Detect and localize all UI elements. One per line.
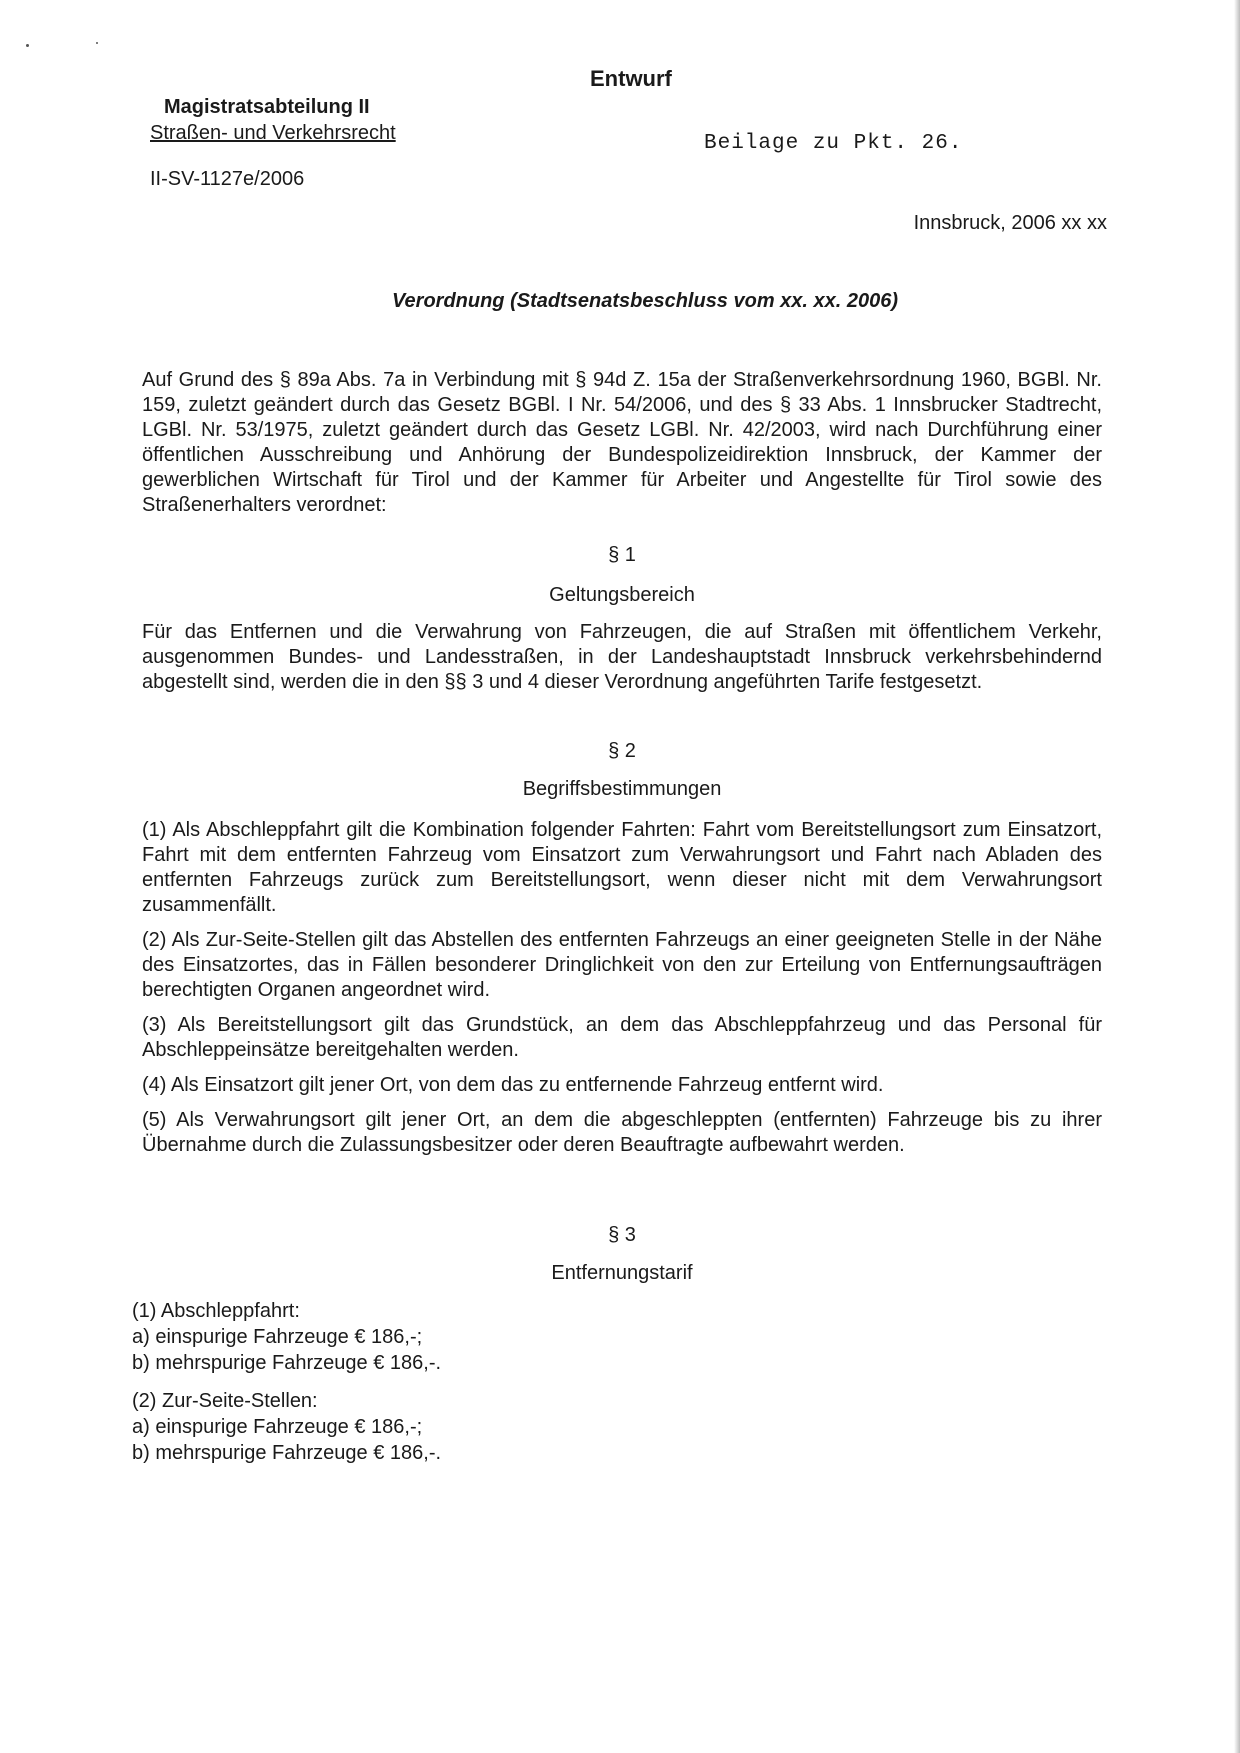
tariff-label: (1) Abschleppfahrt: xyxy=(132,1300,300,1322)
tariff-line: b) mehrspurige Fahrzeuge € 186,-. xyxy=(132,1352,442,1374)
section-number: § 3 xyxy=(608,1224,636,1246)
tariff-line: b) mehrspurige Fahrzeuge € 186,-. xyxy=(132,1442,442,1464)
tariff-line: a) einspurige Fahrzeuge € 186,-; xyxy=(132,1326,423,1348)
preamble: Auf Grund des § 89a Abs. 7a in Verbindung mit § 94d Z. 15a der Straßenverkehrsordnung 1960, BGBl. Nr. 159, zuletzt geändert durch das Gesetz BGBl. I Nr. 54/2006, und des § 33 Abs. 1 Innsbrucker Stadtrecht, LGBl. Nr. 53/1975, zuletzt geändert durch das Gesetz LGBl. Nr. 42/2003, wird nach Durchführung einer öffentlichen Ausschreibung und Anhörung der Bundespolizeidirektion Innsbruck, der Kammer der gewerblichen Wirtschaft für Tirol und der Kammer für Arbeiter und Angestellte für Tirol sowie des Straßenerhalters verordnet: xyxy=(142,369,1102,516)
section-paragraph: Für das Entfernen und die Verwahrung von Fahrzeugen, die auf Straßen mit öffentlichem Verkehr, ausgenommen Bundes- und Landesstraßen, in der Landeshauptstadt Innsbruck verkehrsbehindernd abgestellt sind, werden die in den §§ 3 und 4 dieser Verordnung angeführten Tarife festgesetzt. xyxy=(142,621,1102,693)
section-heading: Geltungsbereich xyxy=(549,584,695,606)
tariff-label: (2) Zur-Seite-Stellen: xyxy=(132,1390,318,1412)
section-paragraph: (3) Als Bereitstellungsort gilt das Grundstück, an dem das Abschleppfahrzeug und das Personal für Abschleppeinsätze bereitgehalten werden. xyxy=(142,1014,1102,1061)
scan-edge xyxy=(1234,0,1240,1753)
tariff-item xyxy=(132,1298,441,1376)
department-name: Magistratsabteilung II xyxy=(164,96,370,118)
tariff-item xyxy=(132,1388,441,1466)
reference-number: II-SV-1127e/2006 xyxy=(150,168,305,190)
section-number: § 2 xyxy=(608,740,636,762)
section-paragraph: (1) Als Abschleppfahrt gilt die Kombination folgender Fahrten: Fahrt vom Bereitstellungsort zum Einsatzort, Fahrt mit dem entfernten Fahrzeug vom Einsatzort zum Verwahrungsort und Fahrt nach Abladen des entfernten Fahrzeugs zurück zum Bereitstellungsort, wenn dieser nicht mit dem Verwahrungsort zusammenfällt. xyxy=(142,819,1102,916)
attachment-note: Beilage zu Pkt. 26. xyxy=(704,132,963,155)
section-number: § 1 xyxy=(608,544,636,566)
section-paragraph: (2) Als Zur-Seite-Stellen gilt das Abstellen des entfernten Fahrzeugs an einer geeigneten Stelle in der Nähe des Einsatzortes, das in Fällen besonderer Dringlichkeit von den zur Erteilung von Entfernungsaufträgen berechtigten Organen angeordnet wird. xyxy=(142,929,1102,1001)
place-date: Innsbruck, 2006 xx xx xyxy=(913,212,1107,234)
document-title: Verordnung (Stadtsenatsbeschluss vom xx. xx. 2006) xyxy=(391,290,899,312)
scan-speck xyxy=(26,44,29,47)
draft-label: Entwurf xyxy=(590,66,672,91)
section-paragraph: (4) Als Einsatzort gilt jener Ort, von dem das zu entfernende Fahrzeug entfernt wird. xyxy=(142,1074,884,1096)
section-paragraph: (5) Als Verwahrungsort gilt jener Ort, an dem die abgeschleppten (entfernten) Fahrzeuge bis zu ihrer Übernahme durch die Zulassungsbesitzer oder deren Beauftragte aufbewahrt werden. xyxy=(142,1109,1102,1156)
section-heading: Begriffsbestimmungen xyxy=(522,778,722,800)
department-unit: Straßen- und Verkehrsrecht xyxy=(150,122,396,144)
section-body xyxy=(142,818,1102,1168)
section-heading: Entfernungstarif xyxy=(551,1262,693,1284)
tariff-line: a) einspurige Fahrzeuge € 186,-; xyxy=(132,1416,423,1438)
scan-speck xyxy=(96,42,98,44)
